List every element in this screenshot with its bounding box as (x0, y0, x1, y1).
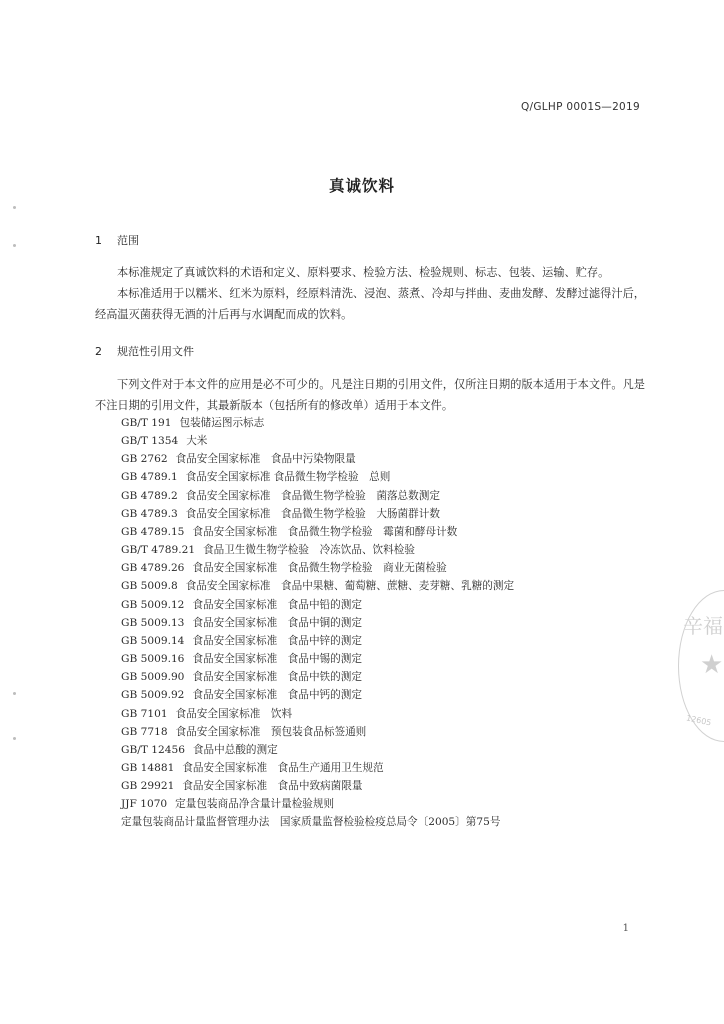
reference-code: GB/T 1354 (121, 435, 179, 448)
document-title: 真诚饮料 (328, 177, 395, 195)
reference-title: 食品安全国家标准 预包装食品标签通则 (175, 725, 367, 738)
reference-code: GB 5009.13 (121, 616, 185, 629)
reference-item (121, 705, 681, 723)
reference-code: GB/T 191 (121, 417, 172, 429)
section-1-number: 1 (95, 234, 102, 247)
margin-dot (13, 244, 16, 247)
reference-item (121, 668, 681, 686)
reference-title: 食品安全国家标准 食品微生物学检验 菌落总数测定 (185, 489, 440, 502)
reference-item (121, 632, 681, 650)
section-1-heading (95, 232, 139, 248)
reference-item (121, 468, 681, 486)
reference-code: GB 5009.8 (121, 580, 178, 593)
reference-list (121, 414, 681, 832)
section-1-paragraph-1: 本标准规定了真诚饮料的术语和定义、原料要求、检验方法、检验规则、标志、包装、运输、贮存。 (117, 266, 610, 279)
reference-item (121, 777, 681, 795)
section-1-paragraph-2: 本标准适用于以糯米、红米为原料，经原料清洗、浸泡、蒸煮、冷却与拌曲、麦曲发酵、发酵过滤得汁后，经高温灭菌获得无酒的汁后再与水调配而成的饮料。 (95, 287, 645, 321)
reference-item (121, 559, 681, 577)
reference-item (121, 487, 681, 505)
reference-code: GB 2762 (121, 453, 168, 466)
reference-item (121, 614, 681, 632)
reference-item (121, 523, 681, 541)
reference-code: GB 5009.92 (121, 689, 185, 702)
reference-title: 食品安全国家标准 食品中致病菌限量 (182, 780, 363, 793)
reference-code: GB 4789.3 (121, 507, 178, 520)
reference-title: 食品安全国家标准 食品微生物学检验 霉菌和酵母计数 (192, 525, 458, 538)
reference-item (121, 541, 681, 559)
section-2-number: 2 (95, 345, 102, 358)
reference-title: 食品安全国家标准 食品中铅的测定 (192, 598, 362, 611)
reference-title: 食品安全国家标准 食品中锌的测定 (192, 634, 362, 647)
reference-item (121, 795, 681, 813)
reference-code: GB 5009.12 (121, 598, 185, 611)
reference-code: GB 4789.2 (121, 489, 178, 502)
reference-code: GB 14881 (121, 761, 175, 774)
section-2-intro: 下列文件对于本文件的应用是必不可少的。凡是注日期的引用文件，仅所注日期的版本适用于本文件。凡是不注日期的引用文件，其最新版本（包括所有的修改单）适用于本文件。 (95, 378, 645, 412)
reference-code: GB 29921 (121, 780, 175, 793)
reference-code: GB 4789.1 (121, 471, 178, 484)
page-number: 1 (622, 923, 629, 934)
section-2-title: 规范性引用文件 (117, 345, 194, 358)
reference-code: GB 5009.14 (121, 634, 185, 647)
reference-code: GB/T 4789.21 (121, 544, 196, 557)
reference-item (121, 813, 681, 831)
reference-code: GB/T 12456 (121, 743, 185, 756)
reference-item (121, 450, 681, 468)
reference-title: 定量包装商品计量监督管理办法 国家质量监督检验检疫总局令〔2005〕第75号 (121, 816, 501, 829)
seal-stamp-number: 12605 (685, 713, 713, 728)
section-2-heading (95, 343, 194, 359)
reference-title: 食品安全国家标准 食品中污染物限量 (175, 453, 356, 466)
reference-code: JJF 1070 (121, 798, 168, 811)
margin-dot (13, 692, 16, 695)
reference-title: 包装储运图示标志 (179, 417, 265, 429)
reference-code: GB 5009.90 (121, 671, 185, 684)
reference-code: GB 4789.15 (121, 525, 185, 538)
reference-code: GB 7101 (121, 707, 168, 720)
reference-title: 食品卫生微生物学检验 冷冻饮品、饮料检验 (203, 544, 415, 557)
reference-title: 食品安全国家标准 食品中钙的测定 (192, 689, 362, 702)
reference-item (121, 596, 681, 614)
reference-title: 食品安全国家标准 食品微生物学检验 大肠菌群计数 (185, 507, 440, 520)
reference-title: 食品中总酸的测定 (192, 743, 278, 756)
standard-code: Q/GLHP 0001S—2019 (520, 101, 640, 113)
reference-title: 食品安全国家标准 食品中铁的测定 (192, 671, 362, 684)
reference-title: 定量包装商品净含量计量检验规则 (175, 798, 335, 811)
reference-item (121, 759, 681, 777)
reference-title: 食品安全国家标准 食品微生物学检验 商业无菌检验 (192, 562, 447, 575)
section-1-title: 范围 (117, 234, 139, 247)
reference-item (121, 650, 681, 668)
margin-dot (13, 737, 16, 740)
margin-dot (13, 206, 16, 209)
reference-code: GB 4789.26 (121, 562, 185, 575)
reference-title: 大米 (186, 435, 208, 448)
reference-code: GB 7718 (121, 725, 168, 738)
seal-star-icon: ★ (700, 650, 724, 680)
reference-title: 食品安全国家标准 食品中果糖、葡萄糖、蔗糖、麦芽糖、乳糖的测定 (185, 580, 515, 593)
reference-title: 食品安全国家标准 食品生产通用卫生规范 (182, 761, 384, 774)
reference-item (121, 505, 681, 523)
reference-item (121, 432, 681, 450)
reference-item (121, 577, 681, 595)
reference-item (121, 741, 681, 759)
reference-code: GB 5009.16 (121, 653, 185, 666)
reference-title: 食品安全国家标准 食品中铜的测定 (192, 616, 362, 629)
reference-item (121, 414, 681, 432)
reference-title: 食品安全国家标准 食品微生物学检验 总则 (185, 471, 391, 484)
seal-stamp-text: 辛福 (683, 614, 723, 638)
reference-title: 食品安全国家标准 饮料 (175, 707, 293, 720)
reference-title: 食品安全国家标准 食品中锡的测定 (192, 653, 362, 666)
reference-item (121, 723, 681, 741)
reference-item (121, 686, 681, 704)
